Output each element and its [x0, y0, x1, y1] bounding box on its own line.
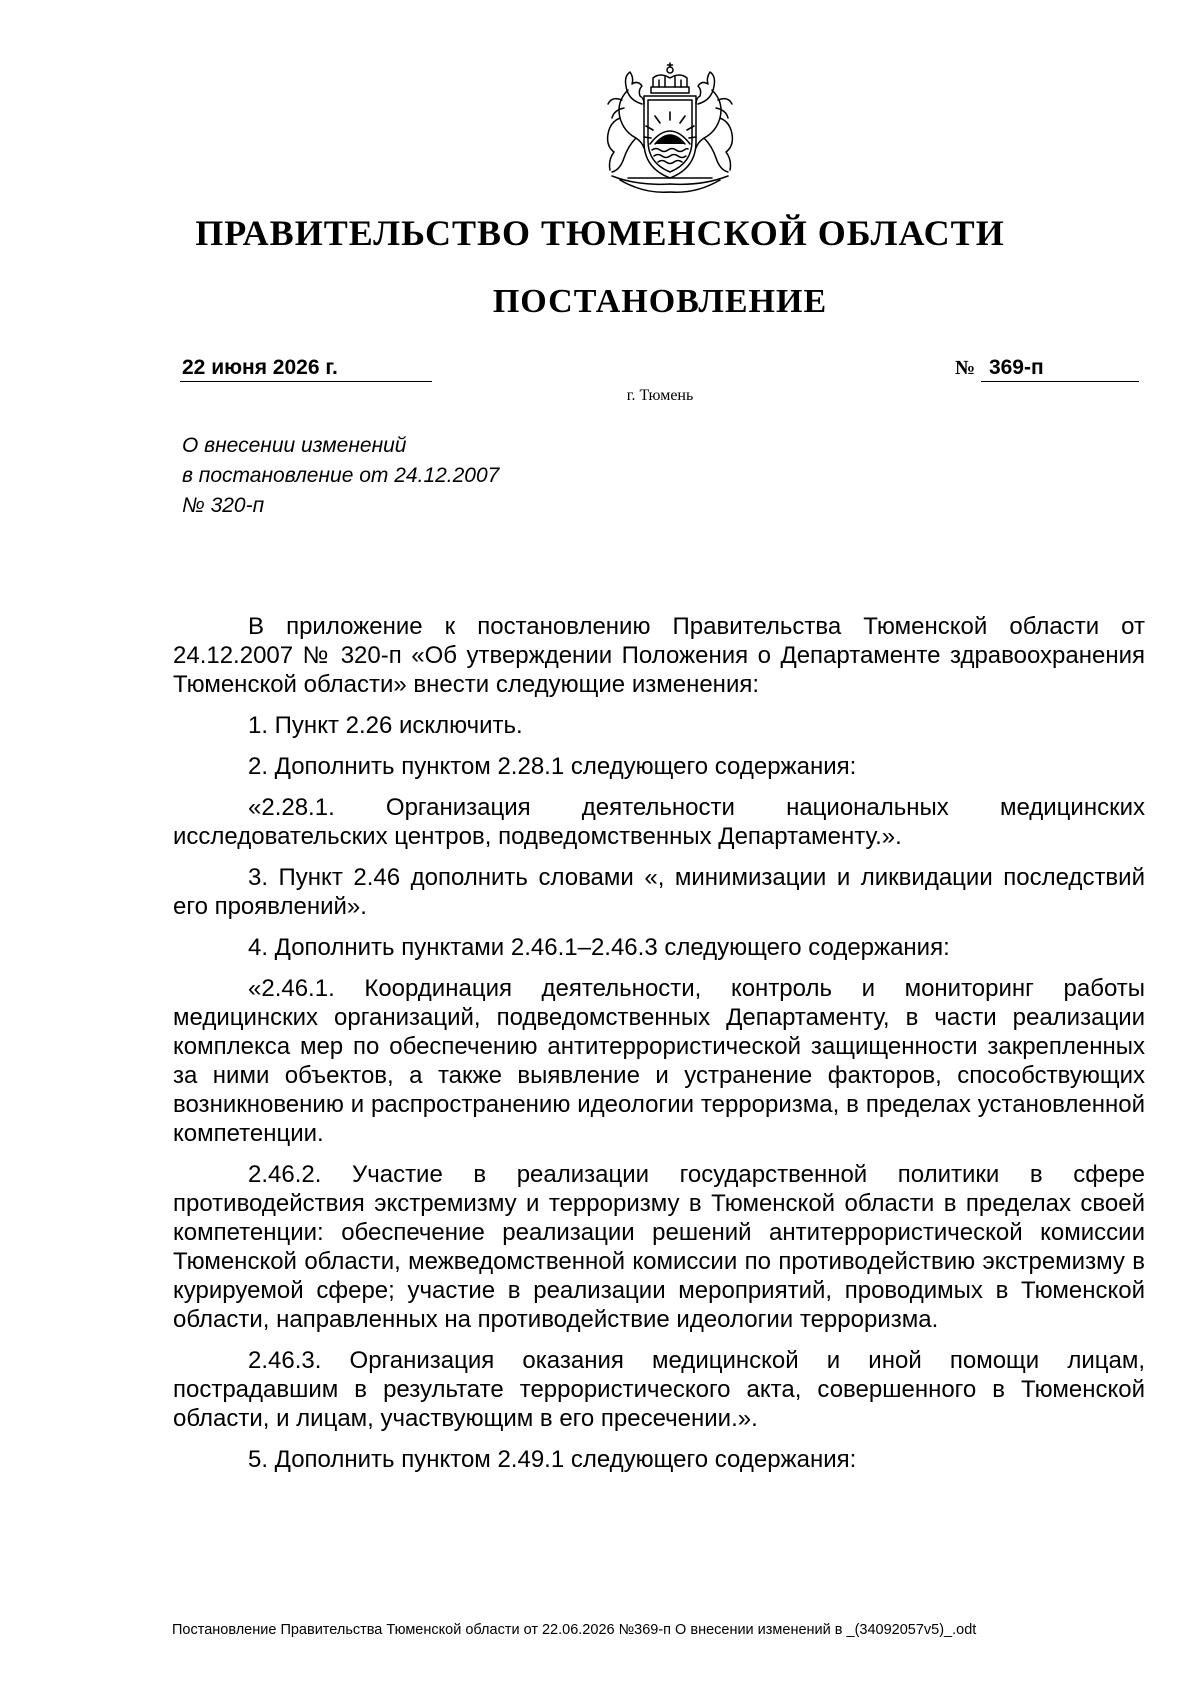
city-line: г. Тюмень: [626, 387, 694, 404]
subject-line: № 320-п: [182, 494, 265, 517]
document-number: 369-п: [981, 356, 1139, 382]
body-paragraph: 2.46.2. Участие в реализации государственной политики в сфере противодействия экстремизму и терроризму в Тюменской области в пределах своей компетенции: обеспечение реализации решений антитеррористической комиссии Тюменской области, межведомственной комиссии по противодействию экстремизму в курируемой сфере; участие в реализации мероприятий, проводимых в Тюменской области, направленных на противодействие идеологии терроризма.: [173, 1161, 1145, 1333]
body-paragraph: 5. Дополнить пунктом 2.49.1 следующего содержания:: [248, 1446, 857, 1473]
body-paragraph: 3. Пункт 2.46 дополнить словами «, минимизации и ликвидации последствий его проявлений».: [173, 864, 1145, 920]
coat-of-arms-icon: [598, 60, 742, 198]
subject-line: в постановление от 24.12.2007: [182, 464, 500, 487]
document-body: [173, 612, 1145, 1486]
body-paragraph: «2.28.1. Организация деятельности национальных медицинских исследовательских центров, подведомственных Департаменту.».: [173, 794, 1145, 850]
body-paragraph: 2.46.3. Организация оказания медицинской и иной помощи лицам, пострадавшим в результате террористического акта, совершенного в Тюменской области, и лицам, участвующим в его пресечении.».: [173, 1347, 1145, 1432]
government-title: ПРАВИТЕЛЬСТВО ТЮМЕНСКОЙ ОБЛАСТИ: [195, 213, 1005, 253]
body-paragraph: «2.46.1. Координация деятельности, контроль и мониторинг работы медицинских организаций, подведомственных Департаменту, в части реализации комплекса мер по обеспечению антитеррористической защищенности закрепленных за ними объектов, а также выявление и устранение факторов, способствующих возникновению и распространению идеологии терроризма, в пределах установленной компетенции.: [173, 975, 1145, 1147]
document-subject: [182, 431, 499, 521]
document-type-heading: ПОСТАНОВЛЕНИЕ: [492, 283, 828, 320]
number-sign: №: [955, 357, 976, 379]
page-footer: Постановление Правительства Тюменской области от 22.06.2026 №369-п О внесении изменений в _(34092057v5)_.odt: [172, 1622, 977, 1638]
preamble-paragraph: В приложение к постановлению Правительства Тюменской области от 24.12.2007 № 320-п «Об утверждении Положения о Департаменте здравоохранения Тюменской области» внести следующие изменения:: [173, 613, 1145, 698]
body-paragraph: 4. Дополнить пунктами 2.46.1–2.46.3 следующего содержания:: [248, 934, 950, 961]
document-date: 22 июня 2026 г.: [180, 356, 432, 382]
body-paragraph: 1. Пункт 2.26 исключить.: [248, 712, 523, 739]
body-paragraph: 2. Дополнить пунктом 2.28.1 следующего содержания:: [248, 753, 857, 780]
subject-line: О внесении изменений: [182, 434, 407, 457]
document-number-field: [955, 356, 1140, 382]
